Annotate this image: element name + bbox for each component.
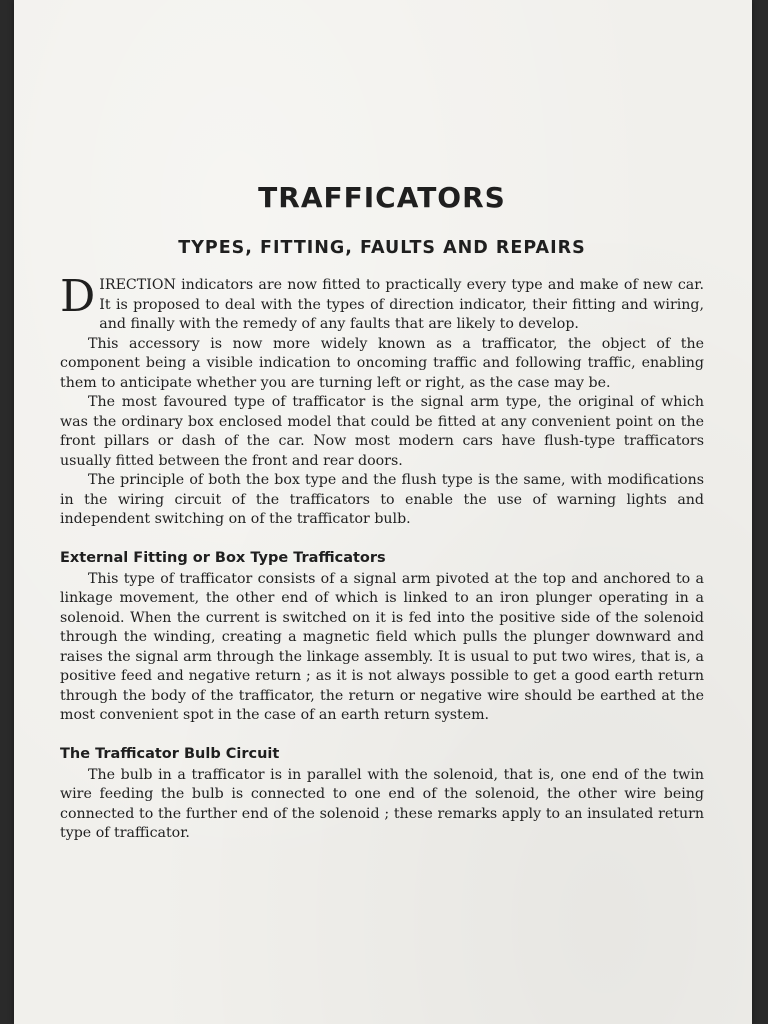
drop-cap: D xyxy=(60,271,96,322)
intro-paragraph xyxy=(60,271,704,335)
section-paragraph: The bulb in a trafficator is in parallel with the solenoid, that is, one end of the twin wire feeding the bulb is connected to one end of the solenoid, the other wire being connected to the further end of the solenoid ; these remarks apply to an insulated return type of trafficator. xyxy=(60,766,704,841)
page-title: TRAFFICATORS xyxy=(258,181,506,214)
document-page xyxy=(14,0,752,1024)
article-body xyxy=(60,271,704,844)
section-heading-bulb-circuit: The Trafficator Bulb Circuit xyxy=(60,745,280,762)
intro-text: IRECTION indicators are now fitted to practically every type and make of new car. It is proposed to deal with the types of direction indicator, their fitting and wiring, and finally with the remedy of any faults that are likely to develop. xyxy=(99,277,704,332)
paragraph: The principle of both the box type and the flush type is the same, with modifications in the wiring circuit of the trafficators to enable the use of warning lights and independent switching on of the trafficator bulb. xyxy=(60,472,704,527)
section-paragraph: This type of trafficator consists of a signal arm pivoted at the top and anchored to a linkage movement, the other end of which is linked to an iron plunger operating in a solenoid. When the current is switched on it is fed into the positive side of the solenoid through the winding, creating a magnetic field which pulls the plunger downward and raises the signal arm through the linkage assembly. It is usual to put two wires, that is, a positive feed and negative return ; as it is not always possible to get a good earth return through the body of the trafficator, the return or negative wire should be earthed at the most convenient spot in the case of an earth return system. xyxy=(60,570,704,723)
paragraph: This accessory is now more widely known as a trafficator, the object of the component being a visible indication to oncoming traffic and following traffic, enabling them to anticipate whether you are turning left or right, as the case may be. xyxy=(60,335,704,391)
page-subtitle: TYPES, FITTING, FAULTS AND REPAIRS xyxy=(178,238,586,258)
paragraph: The most favoured type of trafficator is the signal arm type, the original of which was the ordinary box enclosed model that could be fitted at any convenient point on the front pillars or dash of the car. Now most modern cars have flush-type trafficators usually fitted between the front and rear doors. xyxy=(60,394,704,469)
document-content xyxy=(60,178,704,844)
section-heading-box-type: External Fitting or Box Type Trafficators xyxy=(60,549,386,566)
